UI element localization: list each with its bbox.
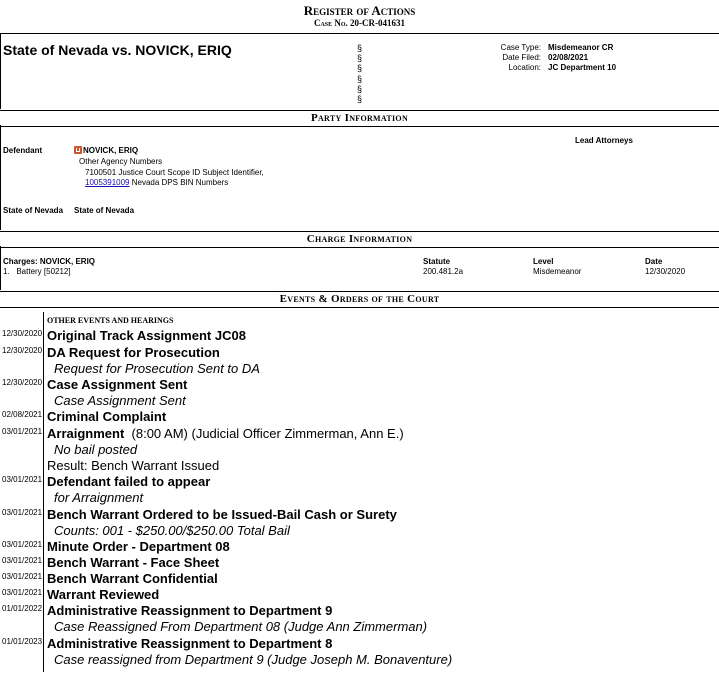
event-title: Bench Warrant Ordered to be Issued-Bail Cash or Surety [47,507,397,522]
case-title: State of Nevada vs. NOVICK, ERIQ [3,42,232,58]
defendant-name-text: NOVICK, ERIQ [83,146,139,155]
date-filed-label: Date Filed: [502,53,541,62]
event-title-text: Arraignment [47,426,125,441]
event-date: 12/30/2020 [2,378,43,387]
event-date: 01/01/2023 [2,637,43,646]
date-filed-value: 02/08/2021 [548,53,589,62]
defendant-label: Defendant [3,146,43,155]
level-header: Level [533,257,554,266]
person-icon [74,146,82,154]
events-section-title: Events & Orders of the Court [279,293,440,305]
event-detail: for Arraignment [54,490,144,505]
plaintiff-label: State of Nevada [3,206,64,215]
charge-section-title: Charge Information [306,233,413,245]
event-date: 03/01/2021 [2,588,43,597]
events-divider [43,312,44,672]
page-title: Register of Actions [303,3,416,18]
event-title [47,426,404,441]
event-date: 12/30/2020 [2,329,43,338]
event-title: Minute Order - Department 08 [47,539,230,554]
plaintiff-name: State of Nevada [74,206,135,215]
event-date: 12/30/2020 [2,346,43,355]
event-detail: Case Reassigned From Department 08 (Judge Ann Zimmerman) [54,619,428,634]
event-detail: Counts: 001 - $250.00/$250.00 Total Bail [54,523,290,538]
section-symbol: § [357,43,363,53]
charge-description: 1. Battery [50212] [3,267,71,276]
event-title: Bench Warrant - Face Sheet [47,555,220,570]
event-date: 03/01/2021 [2,508,43,517]
event-date: 03/01/2021 [2,540,43,549]
section-symbol: § [357,73,363,84]
charge-level: Misdemeanor [533,267,582,276]
event-time-officer: (8:00 AM) (Judicial Officer Zimmerman, Ann E.) [131,426,404,441]
event-date: 03/01/2021 [2,475,43,484]
event-date: 03/01/2021 [2,427,43,436]
defendant-name [74,146,138,155]
event-detail: Case reassigned from Department 9 (Judge Joseph M. Bonaventure) [54,652,453,667]
dps-bin-link[interactable]: 1005391009 [85,178,130,187]
header-divider [0,33,719,34]
section-symbols [357,43,362,104]
section-symbol: § [357,83,363,94]
other-events-header: OTHER EVENTS AND HEARINGS [47,316,174,325]
event-date: 03/01/2021 [2,556,43,565]
charges-header: Charges: NOVICK, ERIQ [3,257,96,266]
event-date: 02/08/2021 [2,410,43,419]
case-type-value: Misdemeanor CR [548,43,614,52]
section-symbol: § [357,63,363,74]
event-result: Result: Bench Warrant Issued [47,458,220,473]
dps-bin-text: Nevada DPS BIN Numbers [129,178,229,187]
case-type-label: Case Type: [500,43,541,52]
location-value: JC Department 10 [548,63,617,72]
event-detail: No bail posted [54,442,138,457]
section-symbol: § [357,53,363,64]
event-title: Defendant failed to appear [47,474,211,489]
lead-attorneys-label: Lead Attorneys [575,136,633,145]
scope-id-text: 7100501 Justice Court Scope ID Subject Identifier, [85,168,264,177]
other-agency-label: Other Agency Numbers [79,157,163,166]
event-title: DA Request for Prosecution [47,345,220,360]
location-label: Location: [508,63,541,72]
left-border [0,246,1,290]
event-title: Warrant Reviewed [47,587,160,602]
charge-date: 12/30/2020 [645,267,686,276]
event-title: Administrative Reassignment to Department 8 [47,636,333,651]
event-title: Original Track Assignment JC08 [47,328,246,343]
left-border [0,125,1,230]
charge-statute: 200.481.2a [423,267,464,276]
party-section-title: Party Information [310,112,409,124]
statute-header: Statute [423,257,451,266]
event-title: Administrative Reassignment to Department 9 [47,603,333,618]
event-title: Bench Warrant Confidential [47,571,218,586]
event-detail: Case Assignment Sent [54,393,186,408]
dps-bin-line [85,178,228,187]
event-date: 01/01/2022 [2,604,43,613]
section-symbol: § [357,94,363,105]
left-border [0,33,1,109]
event-detail: Request for Prosecution Sent to DA [54,361,260,376]
event-date: 03/01/2021 [2,572,43,581]
case-number: Case No. 20-CR-041631 [313,18,406,28]
date-header: Date [645,257,663,266]
event-title: Criminal Complaint [47,409,167,424]
event-title: Case Assignment Sent [47,377,188,392]
